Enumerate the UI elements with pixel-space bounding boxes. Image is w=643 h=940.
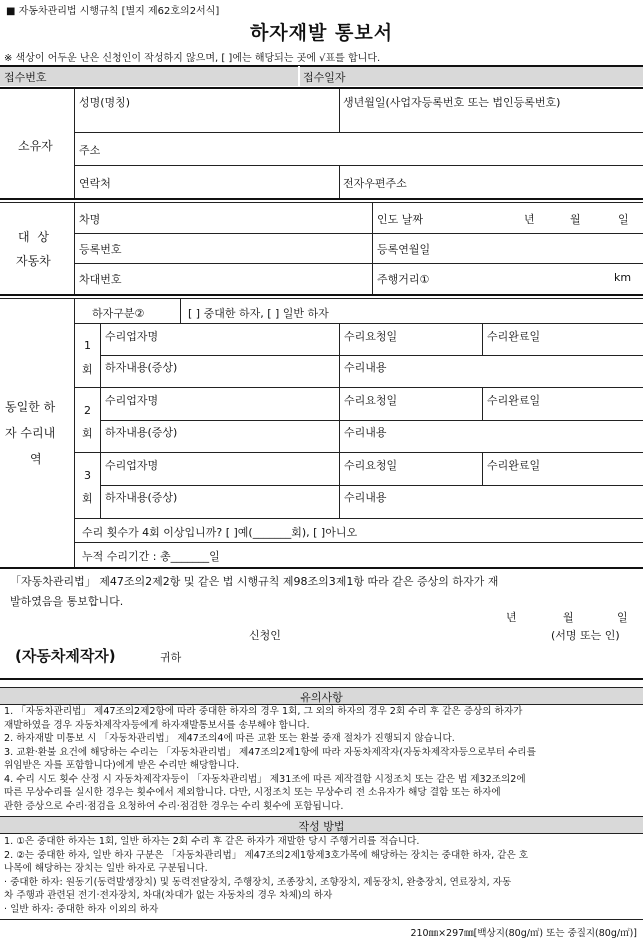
- recipient-label: (자동차제작자): [15, 647, 116, 665]
- method-line: 1. ①은 중대한 하자는 1회, 일반 하자는 2회 수리 후 같은 하자가 재발한 당시 주행거리를 적습니다.: [4, 836, 420, 847]
- reception-date-label: 접수일자: [303, 71, 346, 84]
- round-2-unit: 회: [82, 427, 93, 440]
- form-title: 하자재발 통보서: [249, 22, 394, 44]
- round-3-complete-date-field[interactable]: 수리완료일: [487, 459, 541, 472]
- reg-date-field[interactable]: 등록연월일: [377, 243, 431, 256]
- notes-list: [4, 705, 640, 813]
- repair-section-label-3: 역: [30, 452, 42, 466]
- method-line: · 중대한 하자: 원동기(동력발생장치) 및 동력전달장치, 주행장치, 조종장치, 조향장치, 제동장치, 완충장치, 연료장치, 자동: [4, 876, 512, 888]
- repair-section-label-1: 동일한 하: [5, 400, 56, 414]
- round-3-number: 3: [84, 469, 91, 482]
- round-3-request-date-field[interactable]: 수리요청일: [344, 459, 398, 472]
- defect-type-options[interactable]: [ ] 중대한 하자, [ ] 일반 하자: [188, 307, 329, 320]
- method-line: 차 주행과 관련된 전기·전자장치, 차대(차대가 없는 자동차의 경우 차체)의 하자: [4, 890, 333, 901]
- instruction-text: ※ 색상이 어두운 난은 신청인이 작성하지 않으며, [ ]에는 해당되는 곳에 √표를 합니다.: [4, 53, 381, 64]
- applicant-label: 신청인: [249, 629, 281, 642]
- vin-field[interactable]: 차대번호: [79, 273, 122, 286]
- cumulative-period-field[interactable]: 누적 수리기간 : 총_______일: [82, 550, 220, 563]
- owner-email-field[interactable]: 전자우편주소: [343, 177, 407, 190]
- statement-day: 일: [617, 611, 628, 624]
- delivery-year: 년: [524, 213, 535, 226]
- round-2-request-date-field[interactable]: 수리요청일: [344, 394, 398, 407]
- delivery-day: 일: [618, 213, 629, 226]
- law-reference: ■ 자동차관리법 시행규칙 [별지 제62호의2서식]: [6, 6, 220, 17]
- method-list: [4, 835, 640, 916]
- round-2-defect-field[interactable]: 하자내용(증상): [105, 426, 178, 439]
- round-2-number: 2: [84, 404, 91, 417]
- note-line: 2. 하자재발 미통보 시 「자동차관리법」 제47조의4에 따른 교환 또는 환불 중재 절차가 진행되지 않습니다.: [4, 733, 455, 744]
- round-1-shop-field[interactable]: 수리업자명: [105, 330, 159, 343]
- vehicle-section-label-1: 대 상: [18, 230, 51, 244]
- note-line: 3. 교환·환불 요건에 해당하는 수리는 「자동차관리법」 제47조의2제1항에 따라 자동차제작자(자동차제작자등으로부터 수리를: [4, 746, 536, 758]
- repair-section-label-2: 자 수리내: [5, 426, 56, 440]
- statement-year: 년: [506, 611, 517, 624]
- defect-type-label: 하자구분②: [92, 307, 145, 320]
- vehicle-name-field[interactable]: 차명: [79, 213, 101, 226]
- method-line: 나목에 해당하는 장치는 일반 하자로 구분됩니다.: [4, 863, 208, 874]
- honorific-label: 귀하: [160, 651, 182, 664]
- note-line: 1. 「자동차관리법」 제47조의2제2항에 따라 중대한 하자의 경우 1회, 그 외의 하자의 경우 2회 수리 후 같은 증상의 하자가: [4, 706, 523, 717]
- reg-number-field[interactable]: 등록번호: [79, 243, 122, 256]
- method-line: 2. ②는 중대한 하자, 일반 하자 구분은 「자동차관리법」 제47조의2제1항제3호가목에 해당하는 장치는 중대한 하자, 같은 호: [4, 849, 529, 861]
- round-2-complete-date-field[interactable]: 수리완료일: [487, 394, 541, 407]
- round-1-request-date-field[interactable]: 수리요청일: [344, 330, 398, 343]
- owner-address-field[interactable]: 주소: [79, 144, 101, 157]
- note-line: 재발하였을 경우 자동차제작자등에게 하자재발통보서를 송부해야 합니다.: [4, 719, 310, 731]
- note-line: 4. 수리 시도 횟수 산정 시 자동차제작자등이 「자동차관리법」 제31조에 따른 제작결함 시정조치 또는 같은 법 제32조의2에: [4, 773, 526, 785]
- owner-contact-field[interactable]: 연락처: [79, 177, 111, 190]
- note-line: 따른 무상수리를 실시한 경우는 횟수에서 제외합니다. 다만, 시정조치 또는 무상수리 전 소유자가 해당 결함 또는 하자에: [4, 787, 501, 798]
- note-line: 관한 증상으로 수리·점검을 요청하여 수리·점검한 경우는 수리 횟수에 포함됩니다.: [4, 800, 344, 812]
- owner-name-field[interactable]: 성명(명칭): [79, 96, 131, 109]
- statement-line-2: 발하였음을 통보합니다.: [10, 595, 124, 608]
- round-3-unit: 회: [82, 492, 93, 505]
- statement-line-1: 「자동차관리법」 제47조의2제2항 및 같은 법 시행규칙 제98조의3제1항 따라 같은 증상의 하자가 재: [10, 575, 499, 588]
- round-3-repair-field[interactable]: 수리내용: [344, 491, 387, 504]
- vehicle-section-label-2: 자동차: [16, 254, 51, 268]
- paper-size-footer: 210㎜×297㎜[백상지(80g/㎡) 또는 중질지(80g/㎡)]: [410, 928, 637, 939]
- notes-heading: 유의사항: [300, 691, 343, 704]
- round-2-shop-field[interactable]: 수리업자명: [105, 394, 159, 407]
- round-1-unit: 회: [82, 363, 93, 376]
- note-line: 위임받은 자를 포함합니다)에게 받은 수리만 해당합니다.: [4, 760, 240, 771]
- delivery-month: 월: [570, 213, 581, 226]
- mileage-field[interactable]: 주행거리①: [377, 273, 430, 286]
- delivery-date-field[interactable]: 인도 날짜: [377, 213, 424, 226]
- round-3-shop-field[interactable]: 수리업자명: [105, 459, 159, 472]
- owner-birth-field[interactable]: 생년월일(사업자등록번호 또는 법인등록번호): [343, 96, 561, 109]
- statement-month: 월: [563, 611, 574, 624]
- round-1-complete-date-field[interactable]: 수리완료일: [487, 330, 541, 343]
- method-heading: 작성 방법: [298, 820, 345, 833]
- four-times-question[interactable]: 수리 횟수가 4회 이상입니까? [ ]예(_______회), [ ]아니오: [82, 526, 358, 539]
- round-1-repair-field[interactable]: 수리내용: [344, 361, 387, 374]
- owner-section-label: 소유자: [18, 139, 53, 153]
- mileage-unit: km: [614, 271, 632, 284]
- method-line: · 일반 하자: 중대한 하자 이외의 하자: [4, 903, 159, 915]
- round-2-repair-field[interactable]: 수리내용: [344, 426, 387, 439]
- round-1-number: 1: [84, 339, 91, 352]
- round-1-defect-field[interactable]: 하자내용(증상): [105, 361, 178, 374]
- signature-field[interactable]: (서명 또는 인): [551, 629, 620, 642]
- round-3-defect-field[interactable]: 하자내용(증상): [105, 491, 178, 504]
- reception-number-label: 접수번호: [4, 71, 47, 84]
